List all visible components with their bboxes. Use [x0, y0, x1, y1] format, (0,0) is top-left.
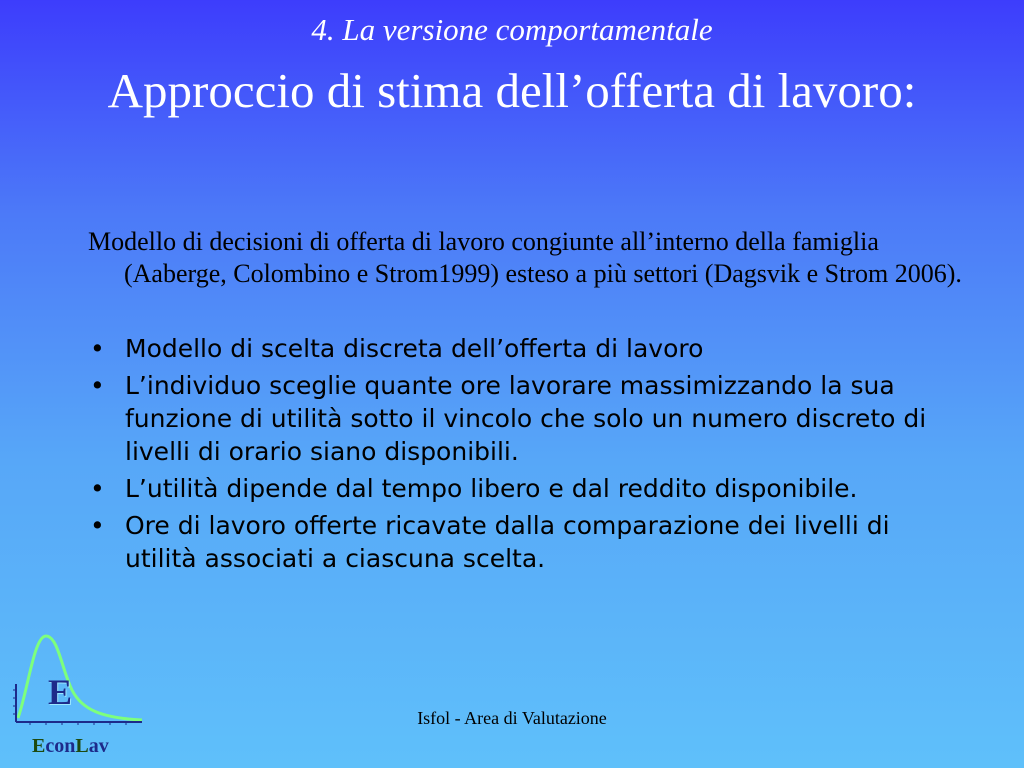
intro-paragraph: Modello di decisioni di offerta di lavoro congiunte all’interno della famiglia (Aaberge, Colombino e Strom1999) esteso a più settori (Dagsvik e Strom 2006).: [88, 227, 962, 288]
logo-curve-icon: [10, 630, 150, 730]
econlav-logo: [10, 630, 150, 765]
bullet-dot-icon: •: [90, 474, 105, 503]
bullet-text: Modello di scelta discreta dell’offerta di lavoro: [125, 334, 704, 363]
slide-title: Approccio di stima dell’offerta di lavoro:: [107, 63, 917, 118]
logo-letter: E: [47, 672, 72, 712]
bullet-dot-icon: •: [90, 371, 105, 400]
bullet-item: [88, 332, 948, 365]
bullet-item: [88, 472, 948, 505]
bullet-text: L’utilità dipende dal tempo libero e dal reddito disponibile.: [125, 474, 858, 503]
bullet-item: [88, 509, 948, 575]
bullet-dot-icon: •: [90, 511, 105, 540]
bullet-dot-icon: •: [90, 334, 105, 363]
logo-name: [32, 734, 109, 758]
bullet-list: [88, 332, 948, 579]
slide-footer: Isfol - Area di Valutazione: [417, 708, 607, 728]
logo-name-part: con: [45, 735, 76, 757]
logo-name-part: L: [75, 735, 89, 757]
slide-subtitle: 4. La versione comportamentale: [311, 12, 713, 47]
bullet-item: [88, 369, 948, 468]
bullet-text: L’individuo sceglie quante ore lavorare massimizzando la sua funzione di utilità sotto il vincolo che solo un numero discreto di livelli di orario siano disponibili.: [125, 371, 927, 466]
bullet-text: Ore di lavoro offerte ricavate dalla comparazione dei livelli di utilità associati a ciascuna scelta.: [125, 511, 890, 573]
logo-name-part: E: [32, 735, 46, 757]
logo-name-part: av: [88, 735, 109, 757]
